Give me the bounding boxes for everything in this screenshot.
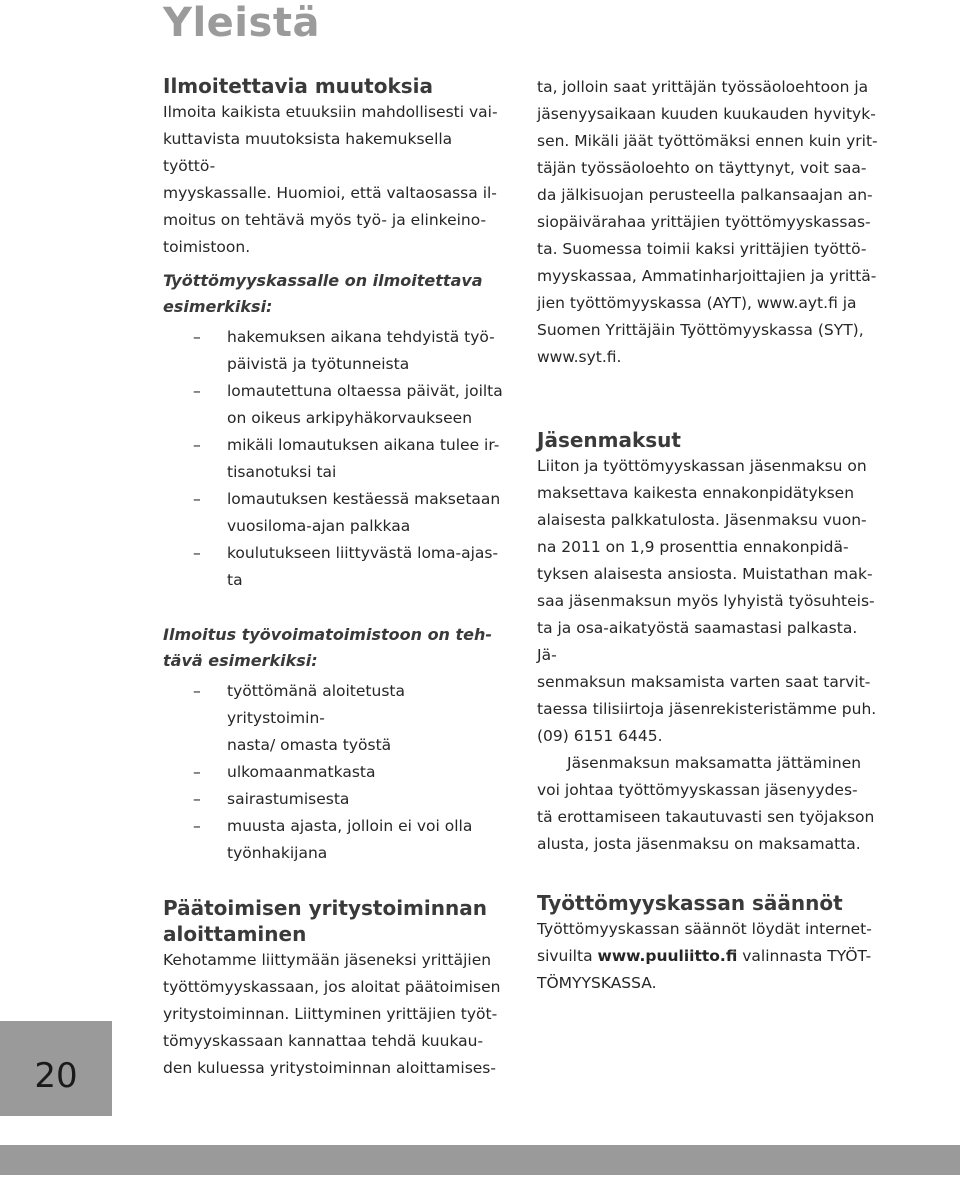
text-line: ta. Suomessa toimii kaksi yrittäjien työttö-: [537, 240, 867, 258]
text-line: Suomen Yrittäjäin Työttömyyskassa (SYT),: [537, 321, 864, 339]
heading-line: tävä esimerkiksi:: [163, 651, 318, 670]
text-line: voi johtaa työttömyyskassan jäsenyydes-: [537, 781, 858, 799]
text-line: Kehotamme liittymään jäseneksi yrittäjien: [163, 951, 492, 969]
dash-bullet-icon: –: [193, 763, 201, 781]
office-report-heading: [163, 622, 505, 674]
membership-heading: Jäsenmaksut: [537, 428, 681, 452]
text-fragment: sivuilta: [537, 947, 598, 965]
text-line: tä erottamiseen takautuvasti sen työjakson: [537, 808, 875, 826]
text-line: maksettava kaikesta ennakonpidätyksen: [537, 484, 855, 502]
text-line: jien työttömyyskassa (AYT), www.ayt.fi ja: [537, 294, 857, 312]
changes-section: [163, 73, 505, 261]
changes-heading: Ilmoitettavia muutoksia: [163, 74, 433, 98]
page-number: 20: [34, 1056, 78, 1096]
text-line: Liiton ja työttömyyskassan jäsenmaksu on: [537, 457, 867, 475]
dash-bullet-icon: –: [193, 682, 201, 700]
dash-bullet-icon: –: [193, 490, 201, 508]
dash-bullet-icon: –: [193, 382, 201, 400]
text-line: taessa tilisiirtoja jäsenrekisteristämme puh.: [537, 700, 877, 718]
text-line: da jälkisuojan perusteella palkansaajan an-: [537, 186, 873, 204]
text-line: toimistoon.: [163, 238, 251, 256]
heading-line: esimerkiksi:: [163, 297, 273, 316]
text-line: moitus on tehtävä myös työ- ja elinkeino-: [163, 211, 487, 229]
dash-bullet-icon: –: [193, 790, 201, 808]
list-item: – muusta ajasta, jolloin ei voi olla työnhakijana: [163, 813, 505, 867]
text-line: alaisesta palkkatulosta. Jäsenmaksu vuon-: [537, 511, 867, 529]
text-fragment: valinnasta TYÖT-: [737, 947, 872, 965]
fund-report-list: [163, 324, 505, 594]
list-item: – mikäli lomautuksen aikana tulee ir- tisanotuksi tai: [163, 432, 505, 486]
puuliitto-link[interactable]: www.puuliitto.fi: [597, 947, 738, 965]
text-line: TÖMYYSKASSA.: [537, 974, 657, 992]
text-line: Jäsenmaksun maksamatta jättäminen: [567, 754, 862, 772]
text-line: yritystoiminnan. Liittyminen yrittäjien työt-: [163, 1005, 498, 1023]
right-intro-section: [537, 74, 879, 371]
text-line: Ilmoita kaikista etuuksiin mahdollisesti vai-: [163, 103, 498, 121]
dash-bullet-icon: –: [193, 328, 201, 346]
startup-section: [163, 895, 505, 1082]
heading-line: Päätoimisen yritystoiminnan: [163, 896, 487, 920]
list-item: – työttömänä aloitetusta yritystoimin- nasta/ omasta työstä: [163, 678, 505, 759]
text-line: tyksen alaisesta ansiosta. Muistathan mak-: [537, 565, 873, 583]
list-item: – lomautettuna oltaessa päivät, joilta on oikeus arkipyhäkorvaukseen: [163, 378, 505, 432]
text-line: ta ja osa-aikatyöstä saamastasi palkasta. Jä-: [537, 619, 858, 664]
text-line: työttömyyskassaan, jos aloitat päätoimisen: [163, 978, 501, 996]
office-report-section: [163, 622, 505, 867]
text-line: kuttavista muutoksista hakemuksella työttö-: [163, 130, 453, 175]
office-report-list: [163, 678, 505, 867]
text-line: Työttömyyskassan säännöt löydät internet-: [537, 920, 872, 938]
text-line: (09) 6151 6445.: [537, 727, 663, 745]
text-line: myyskassalle. Huomioi, että valtaosassa il-: [163, 184, 497, 202]
page-number-box: [0, 1021, 112, 1116]
heading-line: Työttömyyskassalle on ilmoitettava: [163, 271, 483, 290]
membership-section: [537, 427, 879, 858]
list-item: – hakemuksen aikana tehdyistä työ- päivistä ja työtunneista: [163, 324, 505, 378]
text-line: saa jäsenmaksun myös lyhyistä työsuhteis-: [537, 592, 875, 610]
text-line: tömyyskassaan kannattaa tehdä kuukau-: [163, 1032, 484, 1050]
text-line: jäsenyysaikaan kuuden kuukauden hyvityk-: [537, 105, 876, 123]
text-line: ta, jolloin saat yrittäjän työssäoloehtoon ja: [537, 78, 869, 96]
changes-paragraph: [163, 99, 505, 261]
text-line: [537, 943, 879, 970]
startup-heading: [163, 895, 505, 947]
text-line: na 2011 on 1,9 prosenttia ennakonpidä-: [537, 538, 849, 556]
fund-report-section: [163, 268, 505, 594]
text-line: sen. Mikäli jäät työttömäksi ennen kuin yrit-: [537, 132, 878, 150]
list-item: – sairastumisesta: [163, 786, 505, 813]
heading-line: aloittaminen: [163, 922, 307, 946]
heading-line: Ilmoitus työvoimatoimistoon on teh-: [163, 625, 493, 644]
dash-bullet-icon: –: [193, 817, 201, 835]
text-line: den kuluessa yritystoiminnan aloittamises-: [163, 1059, 496, 1077]
text-line: www.syt.fi.: [537, 348, 622, 366]
list-item: – koulutukseen liittyvästä loma-ajas- ta: [163, 540, 505, 594]
page-title: Yleistä: [163, 0, 320, 46]
text-line: senmaksun maksamista varten saat tarvit-: [537, 673, 871, 691]
list-item: – ulkomaanmatkasta: [163, 759, 505, 786]
dash-bullet-icon: –: [193, 436, 201, 454]
rules-section: [537, 890, 879, 997]
fund-report-heading: [163, 268, 505, 320]
text-line: myyskassaa, Ammatinharjoittajien ja yrittä-: [537, 267, 877, 285]
dash-bullet-icon: –: [193, 544, 201, 562]
list-item: – lomautuksen kestäessä maksetaan vuosiloma-ajan palkkaa: [163, 486, 505, 540]
text-line: alusta, josta jäsenmaksu on maksamatta.: [537, 835, 861, 853]
rules-heading: Työttömyyskassan säännöt: [537, 891, 843, 915]
bottom-band: [0, 1145, 960, 1175]
text-line: siopäivärahaa yrittäjien työttömyyskassas-: [537, 213, 871, 231]
text-line: täjän työssäoloehto on täyttynyt, voit saa-: [537, 159, 867, 177]
